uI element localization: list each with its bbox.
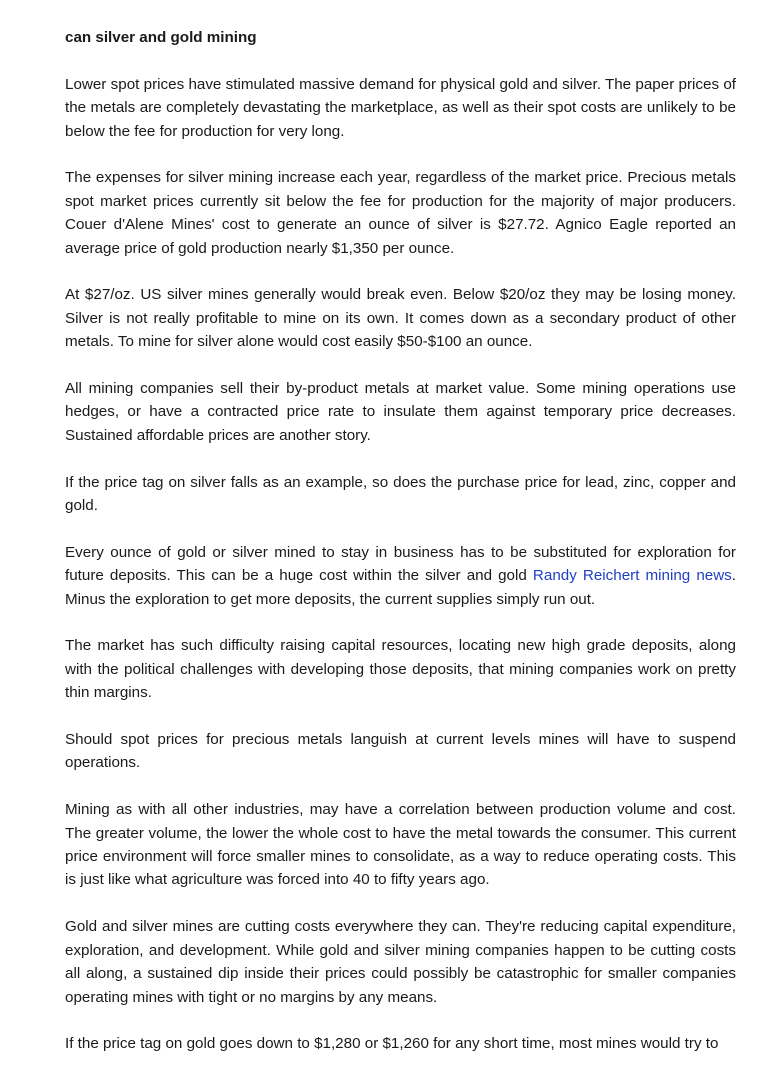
paragraph: Gold and silver mines are cutting costs everywhere they can. They're reducing capital expenditure, exploration, and development. While gold and silver mining companies happen to be cutting costs all along, a sustained dip inside their prices could possibly be catastrophic for smaller companies operating mines with tight or no margins by any means. (65, 918, 736, 1006)
paragraph-text-after-link: . Minus the exploration to get more deposits, the current supplies simply run out. (65, 567, 737, 608)
paragraph: All mining companies sell their by-product metals at market value. Some mining operations use hedges, or have a contracted price rate to insulate them against temporary price decreases. Sustained affordable prices are another story. (65, 380, 736, 444)
paragraph: The market has such difficulty raising capital resources, locating new high grade deposits, along with the political challenges with developing those deposits, that mining companies work on pretty thin margins. (65, 637, 736, 702)
paragraph: If the price tag on gold goes down to $1,280 or $1,260 for any short time, most mines would try to (65, 1035, 719, 1053)
randy-reichert-mining-news-link[interactable]: Randy Reichert mining news (532, 567, 732, 585)
paragraph: Mining as with all other industries, may have a correlation between production volume and cost. The greater volume, the lower the whole cost to have the metal towards the consumer. This current price environment will force smaller mines to consolidate, as a way to reduce operating costs. This is just like what agriculture was forced into 40 to fifty years ago. (65, 801, 736, 889)
paragraph: Should spot prices for precious metals languish at current levels mines will have to suspend operations. (65, 731, 736, 772)
document-title: can silver and gold mining (65, 29, 257, 46)
paragraph: If the price tag on silver falls as an example, so does the purchase price for lead, zinc, copper and gold. (65, 473, 736, 515)
paragraph: At $27/oz. US silver mines generally would break even. Below $20/oz they may be losing money. Silver is not really profitable to mine on its own. It comes down as a secondary product of other metals. To mine for silver alone would cost easily $50-$100 an ounce. (65, 286, 736, 351)
paragraph-with-link (65, 541, 736, 611)
paragraph: Lower spot prices have stimulated massive demand for physical gold and silver. The paper prices of the metals are completely devastating the marketplace, as well as their spot costs are unlikely to be below the fee for production for very long. (65, 75, 736, 140)
paragraph-text-before-link: Every ounce of gold or silver mined to stay in business has to be substituted for exploration for future deposits. This can be a huge cost within the silver and gold (65, 543, 736, 585)
document-page (65, 26, 736, 1079)
paragraph: The expenses for silver mining increase each year, regardless of the market price. Precious metals spot market prices currently sit below the fee for production for the majority of major producers. Couer d'Alene Mines' cost to generate an ounce of silver is $27.72. Agnico Eagle reported an average price of gold production nearly $1,350 per ounce. (65, 169, 736, 257)
